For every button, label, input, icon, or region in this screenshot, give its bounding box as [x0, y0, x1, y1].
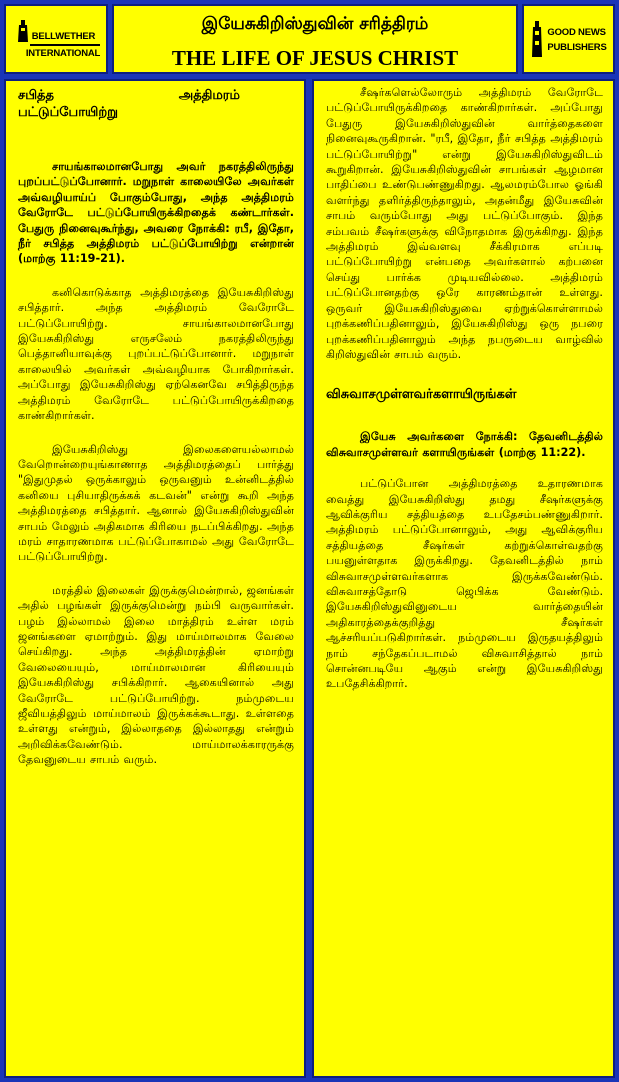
body-paragraph: சீஷர்களெல்லோரும் அத்திமரம் வேரோடே பட்டுப்போயிருக்கிறதை காண்கிறார்கள். அப்போது பேதுரு இயேசுகிறிஸ்துவின் வார்த்தைகளை நினைவுகூருகிறான். "ரபீ, இதோ, நீர் சபித்த அத்திமரம் பட்டுப்போயிற்று" என்று இயேசுகிறிஸ்துவிடம் கூறுகிறான். இயேசுகிறிஸ்துவின் சாபங்கள் ஆழமான பாதிப்பை உண்டுபண்ணுகிறது. ஆலமரம்போல ஓங்கி வளர்ந்து தளிர்த்திருந்தாலும், அதன்மீது இயேசுவின் சாபம் வரும்போது அது பட்டுப்போகும். இந்த சம்பவம் சீஷர்களுக்கு விநோதமாக இருக்கிறது. இந்த அத்திமரம் இவ்வளவு சீக்கிரமாக எப்படி பட்டுப்போயிற்று என்பதை அவர்களால் கற்பனை செய்து பார்க்க முடியவில்லை. அத்திமரம் பட்டுப்போனதற்கு ஒரே காரணம்தான் உள்ளது. ஒருவர் இயேசுகிறிஸ்துவை ஏற்றுக்கொள்ளாமல் புறக்கணிப்பதினாலும், இயேசுகிறிஸ்து ஒரு நபரை புறக்கணிப்பதினாலும் அந்த நபருடைய வாழ்வில் கிறிஸ்துவின் சாபம் வரும்.: [326, 86, 603, 361]
title-banner: [112, 4, 518, 74]
logo-good-news-text: GOOD NEWS: [547, 27, 606, 38]
body-paragraph: இயேசுகிறிஸ்து இலைகளையல்லாமல் வேறொன்றையுங்காணாத அத்திமரத்தைப் பார்த்து "இதுமுதல் ஒருக்காலும் ஒருவனும் உன்னிடத்தில் கனியை புசியாதிருக்கக் கடவன்" என்று கூறி அந்த அத்திமரத்தை சபித்தார். ஆனால் இயேசுகிறிஸ்துவின் சாபம் மேலும் அதிகமாக கிரியை நடப்பிக்கிறது. அந்த மரம் சாதாரணமாக பட்டுப்போகாமல் அது வேரோடே பட்டுப்போயிற்று.: [18, 442, 294, 564]
left-column: [4, 79, 306, 1078]
section-heading: [18, 87, 294, 104]
english-title: THE LIFE OF JESUS CHRIST: [171, 46, 459, 70]
section-heading-faith: விசுவாசமுள்ளவர்களாயிருங்கள்: [326, 387, 517, 403]
heading-word-2: அத்திமரம்: [178, 88, 240, 103]
logo-line1-text: BELLWETHER: [31, 30, 96, 42]
logo-divider: [30, 44, 100, 46]
heading-line-2: பட்டுப்போயிற்று: [18, 105, 119, 120]
body-paragraph: மரத்தில் இலைகள் இருக்குமென்றால், ஜனங்கள் அதில் பழங்கள் இருக்குமென்று நம்பி வருவார்கள். பழம் இல்லாமல் இலை மாத்திரம் உள்ள மரம் ஜனங்களை ஏமாற்றும். இது மாய்மாலமாக வேலை செய்கிறது. அந்த அத்திமரத்தின் ஏமாற்று வேலையையும், மாய்மாலமான கிரியையும் இயேசுகிறிஸ்து சபிக்கிறார். ஆகையினால் அது வேரோடே பட்டுப்போயிற்று. நம்முடைய ஜீவியத்திலும் மாய்மாலம் இருக்கக்கூடாது. உள்ளதை உள்ளது என்றும், இல்லாததை இல்லாதது என்றும் அறிவிக்கவேண்டும். மாய்மாலக்காரருக்கு தேவனுடைய சாபம் வரும்.: [18, 583, 294, 767]
heading-word-1: சபித்த: [18, 88, 54, 103]
right-column: [312, 79, 615, 1078]
good-news-logo: [522, 4, 615, 74]
bell-tower-icon: [17, 20, 29, 42]
tower-icon: [530, 21, 544, 57]
body-paragraph: பட்டுப்போன அத்திமரத்தை உதாரணமாக வைத்து இயேசுகிறிஸ்து தமது சீஷர்களுக்கு ஆவிக்குரிய சத்தியத்தை உபதேசம்பண்ணுகிறார். அத்திமரம் பட்டுப்போனாலும், அது ஆவிக்குரிய சத்தியத்தை சீஷர்கள் கற்றுக்கொள்வதற்கு பயனுள்ளதாக இருக்கிறது. தேவனிடத்தில் நாம் விசுவாசமுள்ளவர்களாக இருக்கவேண்டும். விசுவாசத்தோடு ஜெபிக்க வேண்டும். இயேசுகிறிஸ்துவினுடைய வார்த்தையின் அதிகாரத்தைக்குறித்து சீஷர்கள் ஆச்சரியப்படுகிறார்கள். நம்முடைய இருதயத்திலும் நாம் சந்தேகப்படாமல் விசுவாசித்தால் நாம் சொன்னபடியே ஆகும் என்று இயேசுகிறிஸ்து உபதேசிக்கிறார்.: [326, 477, 603, 691]
scripture-quote: சாயங்காலமானபோது அவர் நகரத்திலிருந்து புறப்பட்டுப்போனார். மறுநாள் காலையிலே அவர்கள் அவ்வழியாய்ப் போகும்போது, அந்த அத்திமரம் வேரோடே பட்டுப்போயிருக்கிறதைக் கண்டார்கள். பேதுரு நினைவுகூர்ந்து, அவரை நோக்கி: ரபீ, இதோ, நீர் சபித்த அத்திமரம் பட்டுப்போயிற்று என்றான் (மாற்கு 11:19-21).: [18, 160, 294, 266]
tamil-title: இயேசுகிறிஸ்துவின் சரித்திரம்: [201, 14, 429, 34]
body-paragraph: கனிகொடுக்காத அத்திமரத்தை இயேசுகிறிஸ்து சபித்தார். அந்த அத்திமரம் வேரோடே பட்டுப்போயிற்று. சாயங்காலமானபோது இயேசுகிறிஸ்து எருசலேம் நகரத்திலிருந்து பெத்தானியாவுக்கு புறப்பட்டுப்போனார். மறுநாள் காலையில் அவர்கள் அவ்வழியாக போகிறார்கள். அப்போது இயேசுகிறிஸ்து ஏற்கெனவே சபித்திருந்த அத்திமரம் வேரோடே பட்டுப்போயிருக்கிறதை காண்கிறார்கள்.: [18, 285, 294, 423]
logo-publishers-text: PUBLISHERS: [547, 42, 607, 53]
scripture-quote: இயேசு அவர்களை நோக்கி: தேவனிடத்தில் விசுவாசமுள்ளவர் களாயிருங்கள் (மாற்கு 11:22).: [326, 430, 603, 459]
bellwether-logo: [4, 4, 108, 74]
logo-line2-text: INTERNATIONAL: [25, 47, 101, 59]
